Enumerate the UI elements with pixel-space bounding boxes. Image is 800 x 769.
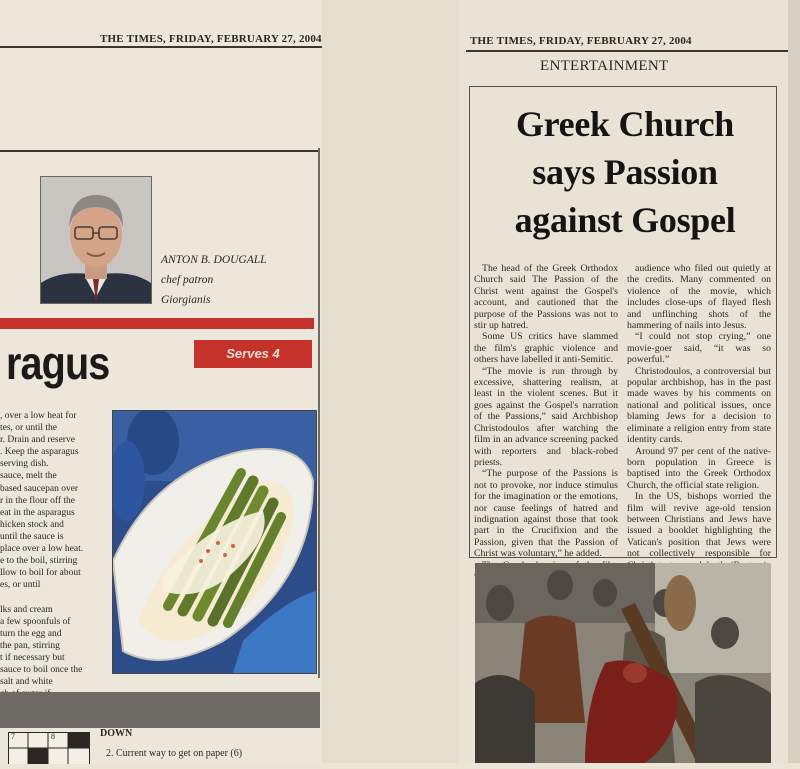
page-gutter (322, 0, 458, 763)
recipe-line: tes, or until the (0, 423, 57, 434)
article-paragraph: audience who filed out quietly at the credits. Many commented on violence of the movie, which includes close-ups of flayed flesh and unflinching shots of the hammering of nails into Jesus. (627, 263, 771, 332)
recipe-line (0, 591, 104, 603)
recipe-line: , over a low heat for (0, 411, 77, 421)
recipe-headline: ragus (6, 337, 110, 389)
crossword-cell-number: 8 (51, 732, 55, 741)
crossword-down-label: DOWN (100, 728, 133, 739)
recipe-line: e to the boil, stirring (0, 556, 78, 567)
left-dateline: THE TIMES, FRIDAY, FEBRUARY 27, 2004 (100, 33, 322, 45)
article-paragraph: Some US critics have slammed the film's graphic violence and others have labelled it anti-Semitic. (474, 331, 618, 366)
recipe-line: based saucepan over (0, 483, 79, 494)
serves-badge: Serves 4 (194, 340, 312, 368)
recipe-line: salt and white (0, 677, 53, 688)
recipe-line: . Keep the asparagus (0, 447, 79, 458)
recipe-line: r in the flour off the (0, 495, 76, 506)
crossword-header-bar (0, 692, 320, 728)
article-column-left (474, 263, 618, 582)
red-banner (0, 318, 314, 329)
recipe-line: lks and cream (0, 604, 53, 615)
left-section-rule (0, 150, 318, 152)
recipe-line: place over a low heat. (0, 544, 84, 555)
recipe-line: sauce to boil once the (0, 664, 83, 675)
recipe-line: t if necessary but (0, 652, 65, 663)
headline-line: against Gospel (514, 200, 736, 240)
recipe-line: r. Drain and reserve (0, 435, 75, 446)
article-paragraph: “I could not stop crying,” one movie-goer said, “it was so powerful.” (627, 331, 771, 366)
recipe-line: hicken stock and (0, 519, 64, 530)
recipe-line: es, or until (0, 580, 41, 591)
headline-line: says Passion (532, 152, 718, 192)
chef-byline (161, 250, 267, 310)
article-paragraph: In the US, bishops worried the film will revive age-old tension between Christians and Jews have issued a booklet highlighting the Vatican's position that Jews were not collectively responsible for (627, 491, 771, 560)
article-paragraph: The head of the Greek Orthodox Church said The Passion of the Christ went against the Gospel's account, and cautioned that the purpose of the Passions was not to stir up hatred. (474, 263, 618, 332)
crossword-cell-number: 7 (11, 732, 15, 741)
recipe-text (0, 410, 104, 712)
recipe-line: serving dish. (0, 459, 49, 470)
left-header-rule (0, 46, 322, 48)
recipe-line: the pan, stirring (0, 640, 60, 651)
article-column-right (627, 263, 771, 571)
recipe-line: until the sauce is (0, 531, 64, 542)
recipe-line: llow to boil for about (0, 568, 81, 579)
crossword-clue: 2. Current way to get on paper (6) (106, 748, 243, 759)
recipe-line: eat in the asparagus (0, 507, 75, 518)
recipe-line: a few spoonfuls of (0, 616, 71, 627)
section-label: ENTERTAINMENT (540, 58, 669, 74)
column-rule (318, 148, 320, 678)
chef-portrait (40, 176, 152, 304)
asparagus-photo (112, 410, 317, 674)
crossword-grid (8, 732, 90, 764)
chef-name: ANTON B. DOUGALL (161, 254, 267, 266)
article-paragraph: “The movie is run through by excessive, shattering realism, at least in the violent scenes. But it goes against the Gospel's narration of the Passions,” said Archbishop Christodoulos after watching the film in an advance screening packed with reporters and black-robed priests. (474, 365, 618, 468)
chef-role: chef patron (161, 274, 214, 286)
film-still-photo (475, 563, 771, 763)
article-paragraph: Christodoulos, a controversial but popular archbishop, has in the past made waves by his comments on national and political issues, once blaming Jews for a decision to eliminate a religion entry from state identity cards. (627, 365, 771, 446)
recipe-line: sauce, melt the (0, 471, 57, 482)
chef-restaurant: Giorgianis (161, 294, 211, 306)
article-paragraph: Around 97 per cent of the native-born population in Greece is baptised into the Greek Orthodox Church, the official state religion. (627, 445, 771, 491)
headline-line: Greek Church (515, 104, 735, 144)
page-edge (788, 0, 800, 763)
right-header-rule (466, 50, 788, 52)
right-dateline: THE TIMES, FRIDAY, FEBRUARY 27, 2004 (470, 35, 692, 47)
article-paragraph: “The purpose of the Passions is not to provoke, nor induce stimulus for the imagination or the emotions, nor cause feelings of hatred and indignation against those that took part in the Crucifixion and the Passion, given that the Passion of Christ was voluntary,” he added. (474, 468, 618, 560)
article-headline (475, 100, 775, 244)
recipe-line: turn the egg and (0, 628, 62, 639)
